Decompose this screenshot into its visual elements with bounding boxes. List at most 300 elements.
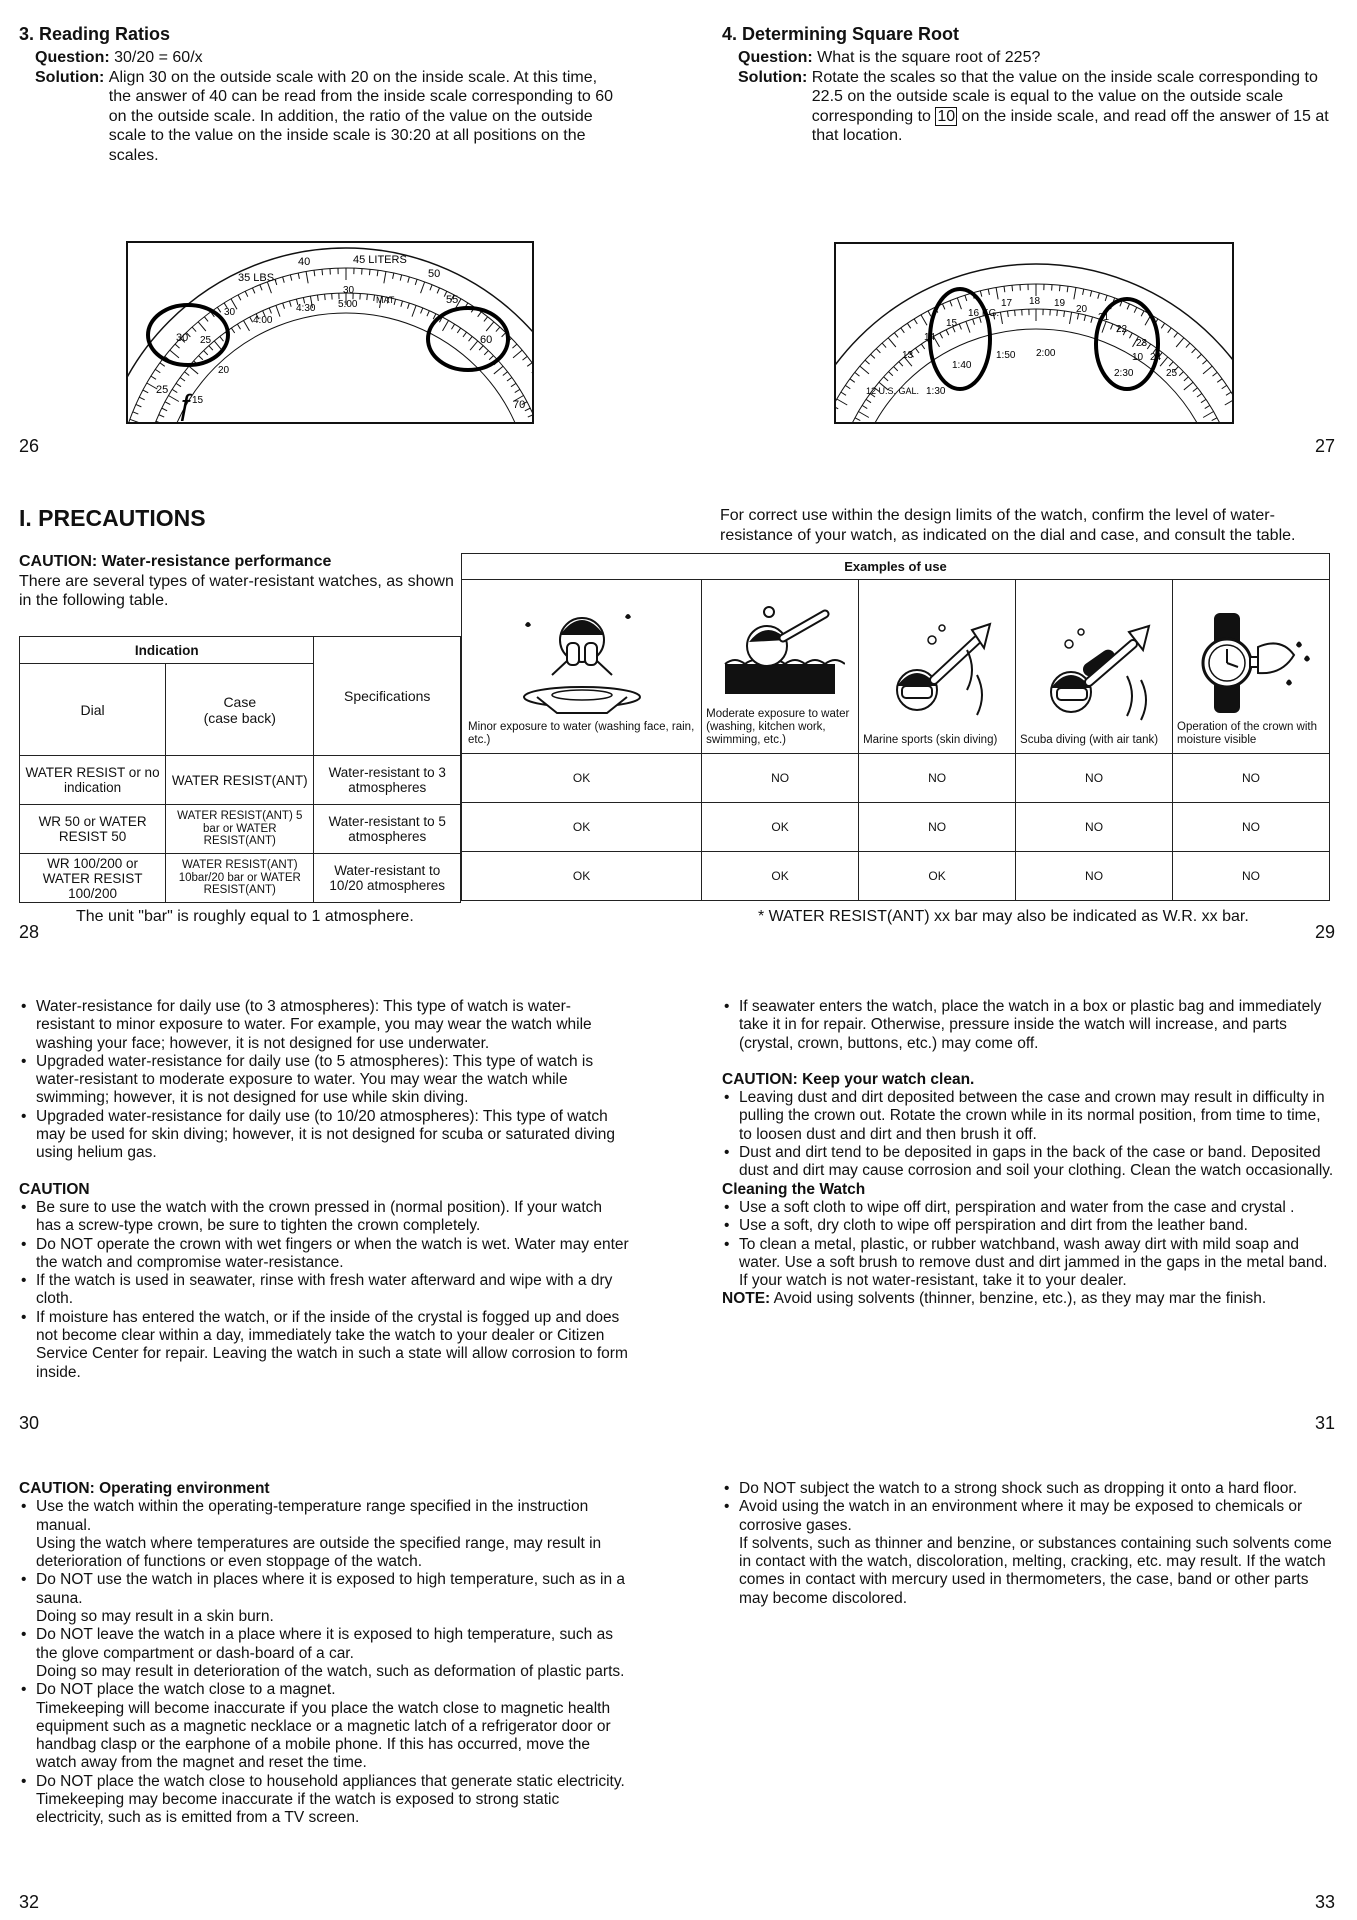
- case-cell: WATER RESIST(ANT) 10bar/20 bar or WATER RESIST(ANT): [166, 854, 314, 903]
- scale-tick: [1184, 382, 1193, 390]
- list-item: • If the watch is used in seawater, rinse with fresh water afterward and wipe with a dry cloth.: [19, 1272, 629, 1309]
- sqrt-outer-label: 23: [1136, 338, 1148, 349]
- page-number-29: 29: [1315, 922, 1336, 942]
- scale-tick: [946, 330, 949, 335]
- scale-tick: [180, 378, 185, 382]
- scale-tick: [527, 363, 532, 367]
- scale-tick: [916, 348, 920, 353]
- scale-tick: [907, 323, 910, 328]
- scale-tick: [377, 270, 378, 276]
- sqrt-outer-label: 18: [1029, 296, 1041, 307]
- scale-tick: [1091, 317, 1093, 323]
- sqrt-inner-label: 10: [1132, 352, 1144, 363]
- scale-tick: [430, 285, 432, 291]
- scale-tick: [393, 273, 394, 279]
- scale-tick: [1147, 344, 1150, 349]
- dial-header: Dial: [20, 664, 166, 756]
- scale-tick: [1059, 285, 1060, 291]
- use-cell: NO: [1016, 852, 1173, 901]
- page-number-30: 30: [19, 1413, 40, 1433]
- table-row: [20, 805, 461, 854]
- example-cell-skin-diving: [859, 580, 1016, 754]
- dial-cell: WR 50 or WATER RESIST 50: [20, 805, 166, 854]
- table-row: [20, 756, 461, 805]
- scale-tick: [942, 304, 944, 309]
- scale-tick: [496, 327, 500, 331]
- list-item: • Water-resistance for daily use (to 3 atmospheres): This type of watch is water-resistant to minor exposure to water. For example, you may wear the watch while washing your face; however, it is not designed for use underwater.: [19, 998, 629, 1053]
- scale-tick: [884, 377, 888, 381]
- scale-tick: [894, 333, 898, 338]
- use-cell: NO: [1173, 754, 1330, 803]
- scale-tick: [421, 282, 425, 293]
- scale-tick: [155, 369, 160, 372]
- scale-tick: [260, 285, 262, 291]
- sqrt-outer-label: 19: [1054, 298, 1066, 309]
- scale-tick: [408, 277, 410, 283]
- scale-tick: [384, 271, 386, 283]
- scale-tick: [855, 372, 860, 376]
- use-cell: NO: [1016, 754, 1173, 803]
- scale-tick: [1212, 418, 1217, 421]
- example-label: Scuba diving (with air tank): [1020, 734, 1159, 746]
- example-label: Moderate exposure to water (washing, kitchen work, swimming, etc.): [706, 708, 850, 746]
- scale-tick: [988, 289, 989, 295]
- swimming-icon: [715, 594, 845, 704]
- sqrt-outer-label: 20: [1076, 304, 1088, 315]
- scale-tick: [1202, 360, 1206, 364]
- water-resistance-intro: [19, 552, 459, 611]
- scale-tick: [1134, 307, 1137, 312]
- sqrt-outer-label: 21: [1098, 312, 1110, 323]
- scale-tick: [1174, 333, 1178, 338]
- list-item: • Do NOT leave the watch in a place where it is exposed to high temperature, such as the glove compartment or dash-board of a car. Doing so may result in deterioration of the watch, such as deformation of plastic parts.: [19, 1626, 631, 1681]
- scale-tick: [479, 346, 483, 350]
- scale-tick: [1205, 405, 1210, 408]
- ratio-outer-label: 35 LBS.: [238, 272, 278, 284]
- scale-tick: [1007, 311, 1008, 317]
- scale-tick: [170, 350, 179, 358]
- page-number-33: 33: [1315, 1892, 1336, 1912]
- scale-tick: [523, 356, 528, 360]
- scale-tick: [1168, 328, 1172, 333]
- list-item: • Do NOT operate the crown with wet fingers or when the watch is wet. Water may enter the watch and compromise water-resistance.: [19, 1236, 629, 1273]
- list-item: • Do NOT subject the watch to a strong shock such as dropping it onto a hard floor.: [722, 1480, 1337, 1498]
- scale-tick: [876, 349, 880, 353]
- page-number-32: 32: [19, 1892, 40, 1912]
- example-cell-face-washing: [462, 580, 702, 754]
- scale-tick: [1129, 333, 1132, 338]
- scale-tick: [507, 378, 512, 382]
- scale-tick: [1102, 321, 1106, 332]
- heading-square-root: 4. Determining Square Root: [722, 24, 960, 44]
- scale-tick: [502, 333, 506, 337]
- scale-tick: [401, 301, 403, 307]
- ratio-inner-label: 25: [200, 335, 212, 346]
- scale-tick: [374, 295, 375, 301]
- case-cell: WATER RESIST(ANT): [166, 756, 314, 805]
- page-number-27: 27: [1315, 436, 1336, 456]
- table-intro-text: For correct use within the design limits of the watch, confirm the level of water-resistance of your watch, as indicated on the dial and case, and consult the table.: [720, 507, 1296, 544]
- table-row: [20, 854, 461, 903]
- scale-tick: [841, 392, 846, 395]
- water-resistance-caution-text: There are several types of water-resistant watches, as shown in the following table.: [19, 572, 454, 609]
- scale-tick: [836, 406, 838, 409]
- ratio-qa: [35, 48, 625, 165]
- scale-tick: [1000, 312, 1002, 324]
- scale-tick: [463, 332, 467, 337]
- water-resistance-details: [19, 998, 629, 1382]
- scale-tick: [156, 421, 162, 422]
- scale-tick: [220, 336, 224, 341]
- list-item: • Dust and dirt tend to be deposited in gaps in the back of the case or band. Deposited dust and dirt may cause corrosion and soil your clothing. Clean the watch occasionally.: [722, 1144, 1337, 1181]
- scale-tick: [862, 405, 867, 408]
- scale-tick: [1004, 286, 1005, 292]
- scale-tick: [469, 336, 473, 341]
- scale-tick: [290, 275, 291, 281]
- dial-cell: WATER RESIST or no indication: [20, 756, 166, 805]
- scale-tick: [457, 328, 460, 333]
- scale-tick: [484, 351, 488, 355]
- operating-environment-title: CAUTION: Operating environment: [19, 1480, 270, 1497]
- list-item: • If seawater enters the watch, place the watch in a box or plastic bag and immediately take it in for repair. Otherwise, pressure inside the watch will increase, and parts (crystal, crown, buttons, etc.) may come off.: [722, 998, 1337, 1053]
- scale-tick: [237, 324, 240, 329]
- scale-tick: [184, 372, 189, 376]
- list-item: • Avoid using the watch in an environment where it may be exposed to chemicals or corrosive gases. If solvents, such as thinner and benzine, or substances containing such solvents come in contact with the watch, discoloration, melting, cracking, etc. may result. If the watch comes in contact with mercury used in thermometers, the case, band or other parts may become discolored.: [722, 1498, 1337, 1608]
- scale-tick: [1098, 293, 1100, 299]
- scale-tick: [252, 288, 254, 293]
- scale-tick: [1111, 324, 1113, 330]
- table-row: [462, 754, 1330, 803]
- scale-tick: [1169, 362, 1173, 366]
- table-row: [462, 803, 1330, 852]
- scuba-diving-icon: [1029, 620, 1159, 730]
- scale-tick: [165, 402, 170, 405]
- use-cell: NO: [859, 803, 1016, 852]
- scale-tick: [899, 362, 903, 366]
- sqrt-scale-diagram: [836, 244, 1232, 422]
- ratio-inner-label: 4:00: [253, 315, 273, 326]
- scale-tick: [1141, 311, 1144, 316]
- scale-tick: [325, 294, 326, 300]
- scale-tick: [866, 399, 871, 402]
- scale-tick: [394, 299, 395, 305]
- use-cell: OK: [462, 754, 702, 803]
- scale-tick: [470, 341, 478, 350]
- boxed-value: 10: [937, 107, 956, 125]
- scale-tick: [531, 421, 532, 422]
- scale-tick: [973, 319, 975, 325]
- scale-tick: [511, 383, 516, 386]
- scale-tick: [1184, 377, 1188, 381]
- list-item: • Upgraded water-resistance for daily use (to 5 atmospheres): This type of watch is water-resistant to moderate exposure to water. You may wear the watch while swimming; however, it is not designed for use while skin diving.: [19, 1053, 629, 1108]
- scale-tick: [478, 312, 482, 317]
- clean-title: CAUTION: Keep your watch clean.: [722, 1070, 975, 1088]
- scale-tick: [283, 303, 285, 309]
- page-number-28: 28: [19, 922, 40, 942]
- operating-environment: [19, 1480, 631, 1828]
- cleaning-list: [722, 1199, 1337, 1290]
- scale-tick: [306, 271, 308, 283]
- ratio-outer-label: 40: [298, 256, 311, 268]
- scale-tick: [1197, 394, 1202, 398]
- scale-tick: [139, 397, 144, 400]
- scale-tick: [845, 385, 850, 388]
- scale-tick: [940, 333, 943, 338]
- use-cell: NO: [1016, 803, 1173, 852]
- scale-tick: [451, 324, 454, 329]
- wet-crown-icon: [1186, 607, 1316, 717]
- sqrt-outer-label: 24: [1150, 352, 1162, 363]
- scale-tick: [204, 317, 208, 322]
- scale-tick: [1213, 372, 1218, 376]
- scale-tick: [1074, 287, 1076, 299]
- scale-tick: [172, 389, 177, 392]
- scale-tick: [914, 319, 917, 324]
- scale-tick: [314, 270, 315, 276]
- scale-tick: [1067, 286, 1068, 292]
- scale-tick: [1217, 379, 1222, 383]
- ratio-scale-figure: [126, 241, 534, 424]
- scale-tick: [412, 305, 416, 316]
- list-item: • Upgraded water-resistance for daily use (to 10/20 atmospheres): This type of watch may be used for skin diving; however, it is not designed for scuba or saturated diving using helium gas.: [19, 1108, 629, 1163]
- ratio-outer-label: 30: [176, 332, 189, 344]
- scale-tick: [921, 315, 927, 325]
- list-item: • If moisture has entered the watch, or if the inside of the crystal is fogged up and does not become clear within a day, immediately take the watch to your dealer or Citizen Service Center for repair. Leaving the watch in such a state will allow corrosion to form inside.: [19, 1309, 629, 1382]
- list-item: • Leaving dust and dirt deposited between the case and crown may result in difficulty in pulling the crown out. Rotate the crown while in its normal position, from time to time, to loosen dust and dirt and then brush it off.: [722, 1089, 1337, 1144]
- scale-tick: [889, 372, 893, 376]
- scale-tick: [143, 390, 148, 393]
- spec-cell: Water-resistant to 10/20 atmospheres: [314, 854, 461, 903]
- watch-care-details: [722, 998, 1337, 1309]
- heading-reading-ratios: 3. Reading Ratios: [19, 24, 171, 44]
- ratio-question: Question: 30/20 = 60/x: [35, 49, 203, 66]
- ratio-outer-label: 25: [156, 384, 169, 396]
- skin-diving-icon: [872, 620, 1002, 730]
- scale-tick: [1203, 412, 1213, 418]
- shock-chemicals: [722, 1480, 1337, 1608]
- scale-tick: [1161, 323, 1164, 328]
- scale-tick: [882, 343, 886, 347]
- scale-tick: [1070, 312, 1072, 324]
- spec-header: Specifications: [314, 637, 461, 756]
- crown-logo-mark: ƒ: [178, 389, 195, 422]
- list-item: • Use a soft, dry cloth to wipe off perspiration and dirt from the leather band.: [722, 1217, 1337, 1235]
- scale-tick: [1015, 310, 1016, 316]
- scale-tick: [980, 291, 981, 297]
- sqrt-outer-label: 22: [1116, 324, 1128, 335]
- examples-header: Examples of use: [462, 554, 1330, 580]
- scale-tick: [214, 341, 222, 350]
- ratio-inner-label: MAT: [376, 295, 395, 305]
- scale-tick: [489, 356, 493, 360]
- scale-tick: [276, 305, 280, 316]
- ratio-inner-label: 30: [224, 307, 236, 318]
- scale-tick: [244, 320, 250, 330]
- scale-tick: [860, 366, 869, 374]
- scale-tick: [1012, 285, 1013, 291]
- scale-tick: [198, 322, 206, 331]
- sqrt-inner-label: 1:40: [952, 360, 972, 371]
- shock-chemicals-list: [722, 1480, 1337, 1608]
- scale-tick: [525, 408, 530, 411]
- scale-tick: [231, 328, 234, 333]
- scale-tick: [160, 363, 165, 367]
- scale-tick: [421, 308, 423, 314]
- sqrt-outer-label: 15: [946, 318, 958, 329]
- ratio-outer-label: 70: [513, 399, 526, 411]
- scale-tick: [133, 412, 139, 414]
- sqrt-inner-label: 1:50: [996, 350, 1016, 361]
- dial-cell: WR 100/200 or WATER RESIST 100/200: [20, 854, 166, 903]
- scale-tick: [400, 275, 401, 281]
- sqrt-outer-label: 12 U.S. GAL.: [866, 386, 920, 396]
- scale-tick: [283, 277, 285, 283]
- ratio-outer-label: 55: [446, 294, 459, 306]
- scale-tick: [1083, 289, 1084, 295]
- scale-tick: [921, 344, 924, 349]
- scale-tick: [199, 356, 203, 360]
- ratio-inner-label: 20: [218, 365, 230, 376]
- scale-tick: [928, 311, 931, 316]
- scale-tick: [513, 350, 522, 358]
- scale-tick: [528, 415, 532, 417]
- use-cell: OK: [859, 852, 1016, 901]
- page-number-26: 26: [19, 436, 40, 456]
- scale-tick: [512, 344, 516, 348]
- scale-tick: [865, 360, 869, 364]
- list-item: • Use the watch within the operating-temperature range specified in the instruction manual. Using the watch where temperatures are outside the specified range, may result in deterioration of functions or even stoppage of the watch.: [19, 1498, 631, 1571]
- scale-tick: [965, 295, 967, 301]
- scale-tick: [136, 404, 141, 406]
- sqrt-outer-label: 16 KG.: [968, 308, 1000, 319]
- use-cell: NO: [702, 754, 859, 803]
- spec-cell: Water-resistant to 5 atmospheres: [314, 805, 461, 854]
- example-cell-scuba-diving: [1016, 580, 1173, 754]
- scale-tick: [1090, 291, 1091, 297]
- scale-tick: [1197, 354, 1201, 358]
- use-cell: NO: [859, 754, 1016, 803]
- scale-tick: [1179, 372, 1183, 376]
- ratio-inner-label: 5:00: [338, 299, 358, 310]
- scale-tick: [486, 322, 494, 331]
- sqrt-solution: Solution: Rotate the scales so that the value on the inside scale corresponding to 22.5 on the outside scale is equal to the value on the outside scale corresponding to 10 on the inside scale, and read off the answer of 15 at that location.: [738, 68, 1329, 144]
- scale-tick: [1084, 315, 1085, 321]
- ratio-inner-label: 30: [343, 285, 355, 296]
- scale-tick: [298, 273, 299, 279]
- cleaning-title: Cleaning the Watch: [722, 1180, 866, 1198]
- scale-tick: [1176, 338, 1184, 347]
- scale-tick: [1064, 311, 1065, 317]
- scale-tick: [894, 367, 898, 371]
- caution-title: CAUTION: [19, 1180, 90, 1198]
- sqrt-outer-label: 25: [1166, 368, 1178, 379]
- spec-cell: Water-resistant to 3 atmospheres: [314, 756, 461, 805]
- list-item: • Do NOT use the watch in places where it is exposed to high temperature, such as in a sauna. Doing so may result in a skin burn.: [19, 1571, 631, 1626]
- ratio-outer-label: 50: [428, 268, 441, 280]
- sqrt-inner-label: 2:30: [1114, 368, 1134, 379]
- indication-table: [19, 636, 461, 903]
- scale-tick: [966, 321, 970, 332]
- example-cell-wet-crown: [1173, 580, 1330, 754]
- scale-tick: [850, 379, 855, 383]
- scale-tick: [888, 338, 896, 347]
- scale-tick: [1193, 388, 1198, 392]
- scale-tick: [130, 419, 141, 422]
- scale-tick: [192, 327, 196, 331]
- example-label: Marine sports (skin diving): [863, 734, 998, 746]
- scale-tick: [957, 298, 961, 309]
- scale-tick: [515, 389, 520, 392]
- scale-tick: [289, 301, 291, 307]
- list-item: • Do NOT place the watch close to a magnet. Timekeeping will become inaccurate if you place the watch close to magnetic health equipment such as a magnetic necklace or a magnetic latch of a refrigerator door or handbag clasp or the earphone of a mobile phone. If this has occurred, move the watch away from the magnet and reset the time.: [19, 1681, 631, 1772]
- scale-tick: [1201, 399, 1206, 402]
- examples-table: [461, 553, 1330, 901]
- ratio-outer-label: 60: [480, 334, 493, 346]
- ratio-inner-label: 15: [192, 395, 204, 406]
- scale-tick: [322, 269, 323, 275]
- scale-tick: [1222, 385, 1227, 388]
- caution-list: [19, 1199, 629, 1382]
- scale-tick: [950, 301, 952, 307]
- clean-list: [722, 1089, 1337, 1180]
- use-cell: OK: [702, 803, 859, 852]
- scale-tick: [1225, 399, 1232, 405]
- note: NOTE: Avoid using solvents (thinner, benzine, etc.), as they may mar the finish.: [722, 1290, 1267, 1308]
- case-header: Case (case back): [166, 664, 314, 756]
- scale-tick: [369, 269, 370, 275]
- scale-tick: [162, 408, 167, 411]
- wr-footnote: * WATER RESIST(ANT) xx bar may also be indicated as W.R. xx bar.: [758, 908, 1249, 925]
- face-washing-icon: [507, 605, 657, 715]
- ratio-scale-diagram: [128, 243, 532, 422]
- scale-tick: [176, 383, 181, 386]
- scale-tick: [901, 328, 905, 333]
- ratio-outer-label: 45 LITERS: [353, 254, 407, 266]
- example-cell-swimming: [702, 580, 859, 754]
- seawater-list: [722, 998, 1337, 1053]
- use-cell: OK: [462, 852, 702, 901]
- sqrt-question: Question: What is the square root of 225?: [738, 49, 1041, 66]
- scale-tick: [407, 303, 409, 309]
- sqrt-qa: [738, 48, 1338, 146]
- scale-tick: [855, 418, 860, 421]
- scale-tick: [484, 317, 488, 322]
- scale-tick: [437, 288, 439, 293]
- case-cell: WATER RESIST(ANT) 5 bar or WATER RESIST(ANT): [166, 805, 314, 854]
- scale-tick: [269, 308, 271, 314]
- list-item: • Do NOT place the watch close to household appliances that generate static electricity. Timekeeping may become inaccurate if the watch is exposed to strong static electricity, such as is emitted from a TV screen.: [19, 1773, 631, 1828]
- list-item: • To clean a metal, plastic, or rubber watchband, wash away dirt with mild soap and water. Use a soft brush to remove dust and dirt jammed in the gaps in the metal band. If your watch is not water-resistant, take it to your dealer.: [722, 1236, 1337, 1291]
- scale-tick: [217, 307, 220, 312]
- scale-tick: [204, 351, 208, 355]
- water-resistance-list: [19, 998, 629, 1163]
- scale-tick: [871, 354, 875, 358]
- scale-tick: [503, 372, 508, 376]
- scale-tick: [1226, 392, 1231, 395]
- water-resistance-caution-title: CAUTION: Water-resistance performance: [19, 553, 332, 570]
- use-cell: NO: [1173, 852, 1330, 901]
- scale-tick: [1186, 343, 1190, 347]
- sqrt-inner-label: 2:00: [1036, 348, 1056, 359]
- scale-tick: [1192, 349, 1196, 353]
- scale-tick: [159, 415, 164, 417]
- scale-tick: [858, 412, 868, 418]
- scale-tick: [1105, 295, 1107, 301]
- scale-tick: [1057, 310, 1058, 316]
- ratio-inner-label: 4:30: [296, 303, 316, 314]
- sqrt-outer-label: 13: [902, 350, 914, 361]
- sqrt-inner-label: 1:30: [926, 386, 946, 397]
